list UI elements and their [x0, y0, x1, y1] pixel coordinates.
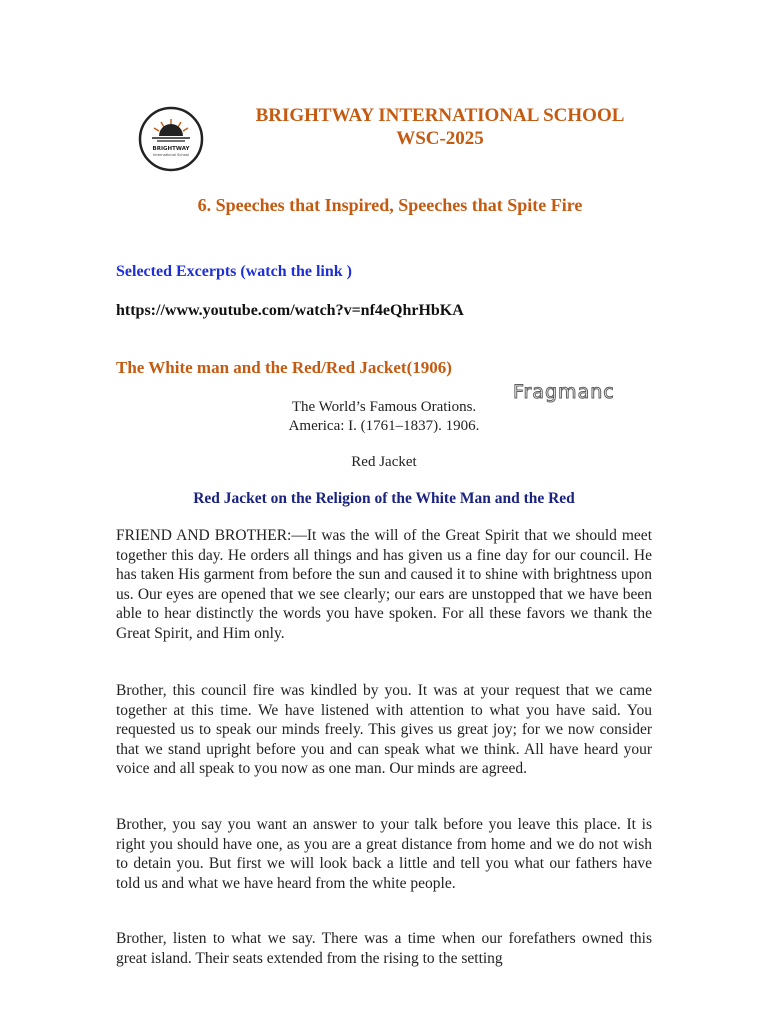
source-line-1: The World’s Famous Orations.: [291, 399, 477, 415]
speech-author: Red Jacket: [351, 454, 417, 470]
speech-title: Red Jacket on the Religion of the White Man and the Red: [193, 490, 575, 507]
speech-paragraph: FRIEND AND BROTHER:—It was the will of the Great Spirit that we should meet together this day. He orders all things and has given us a fine day for our council. He has taken His garment from before the sun and caused it to shine with brightness upon us. Our eyes are opened that we see clearly; our ears are unstopped that we have been able to hear distinctly the words you have spoken. For all these favors we thank the Great Spirit, and Him only.: [116, 527, 652, 642]
school-name: BRIGHTWAY INTERNATIONAL SCHOOL: [255, 105, 625, 126]
excerpts-label: Selected Excerpts (watch the link ): [116, 263, 352, 280]
sunrise-logo-icon: [138, 106, 204, 172]
speech-paragraph: Brother, you say you want an answer to your talk before you leave this place. It is right you should have one, as you are a great distance from home and we do not wish to detain you. But first we will look back a little and tell you what our fathers have told us and what we have heard from the white people.: [116, 816, 652, 892]
logo-text: BRIGHTWAY: [152, 146, 190, 152]
section-title: The White man and the Red/Red Jacket(1906): [116, 358, 452, 377]
source-line-2: America: I. (1761–1837). 1906.: [288, 418, 480, 434]
logo-subtext: International School: [152, 153, 190, 157]
topic-heading: 6. Speeches that Inspired, Speeches that Spite Fire: [197, 195, 583, 215]
speech-paragraph: Brother, listen to what we say. There was a time when our forefathers owned this great island. Their seats extended from the rising to the setting: [116, 930, 652, 967]
speech-paragraph: Brother, this council fire was kindled by you. It was at your request that we came together at this time. We have listened with attention to what you have said. You requested us to speak our minds freely. This gives us great joy; for we now consider that we stand upright before you and can speak what we think. All have heard your voice and all speak to you now as one man. Our minds are agreed.: [116, 682, 652, 778]
stamp-watermark: Fragmanc: [513, 381, 615, 403]
school-logo: [138, 106, 204, 172]
video-link[interactable]: https://www.youtube.com/watch?v=nf4eQhrHbKA: [116, 302, 464, 319]
event-code: WSC-2025: [396, 128, 484, 149]
